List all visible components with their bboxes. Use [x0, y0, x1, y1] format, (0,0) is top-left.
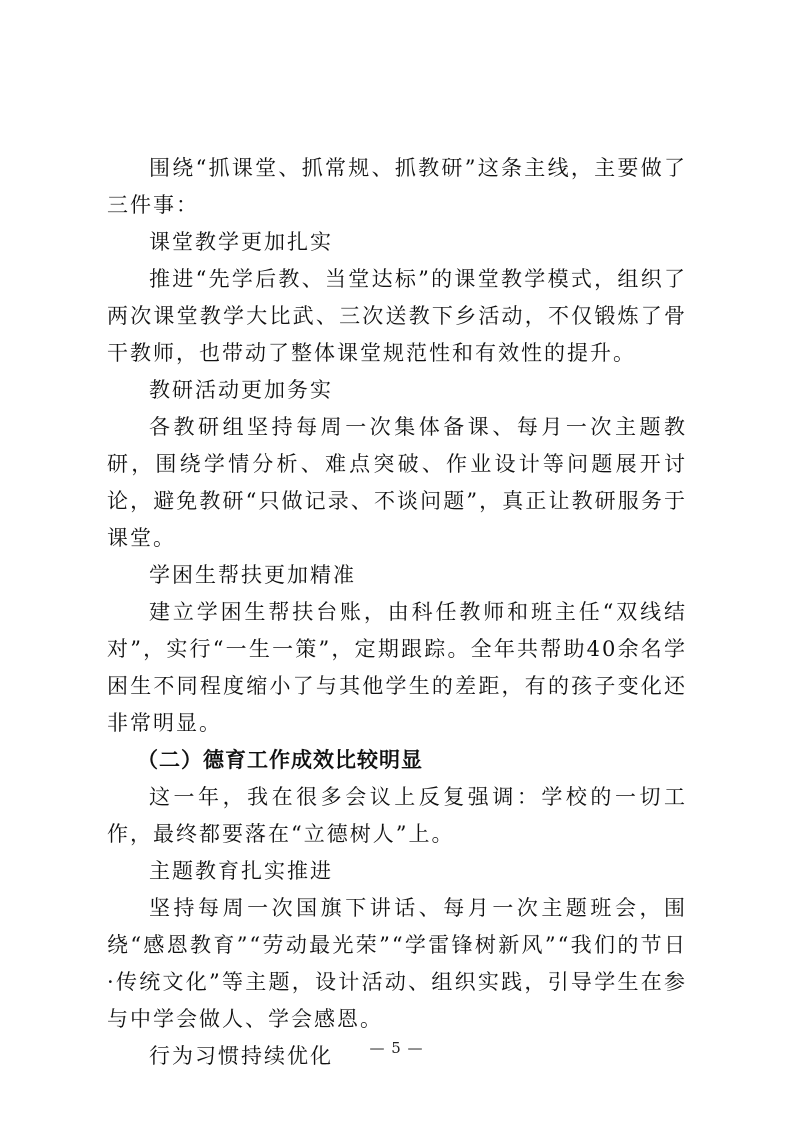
body-paragraph: 围绕“抓课堂、抓常规、抓教研”这条主线，主要做了三件事：: [107, 156, 687, 217]
subheading-behavior-habits: 行为习惯持续优化: [149, 1044, 333, 1068]
document-body: [107, 150, 687, 1075]
subheading-teaching-research: 教研活动更加务实: [149, 378, 333, 402]
subheading-classroom-teaching: 课堂教学更加扎实: [149, 230, 333, 254]
subheading-theme-education: 主题教育扎实推进: [149, 859, 333, 883]
subheading-student-support: 学困生帮扶更加精准: [149, 563, 356, 587]
section-heading: （二）德育工作成效比较明显: [137, 748, 423, 772]
page-number: — 5 —: [369, 1039, 424, 1057]
body-paragraph: 坚持每周一次国旗下讲话、每月一次主题班会，围绕“感恩教育”“劳动最光荣”“学雷锋树新风”“我们的节日·传统文化”等主题，设计活动、组织实践，引导学生在参与中学会做人、学会感恩。: [107, 896, 687, 1031]
body-paragraph: 推进“先学后教、当堂达标”的课堂教学模式，组织了两次课堂教学大比武、三次送教下乡活动，不仅锻炼了骨干教师，也带动了整体课堂规范性和有效性的提升。: [107, 267, 687, 365]
body-paragraph: 建立学困生帮扶台账，由科任教师和班主任“双线结对”，实行“一生一策”，定期跟踪。全年共帮助40余名学困生不同程度缩小了与其他学生的差距，有的孩子变化还非常明显。: [107, 600, 687, 735]
body-paragraph: 这一年，我在很多会议上反复强调：学校的一切工作，最终都要落在“立德树人”上。: [107, 785, 687, 846]
body-paragraph: 各教研组坚持每周一次集体备课、每月一次主题教研，围绕学情分析、难点突破、作业设计等问题展开讨论，避免教研“只做记录、不谈问题”，真正让教研服务于课堂。: [107, 415, 687, 550]
